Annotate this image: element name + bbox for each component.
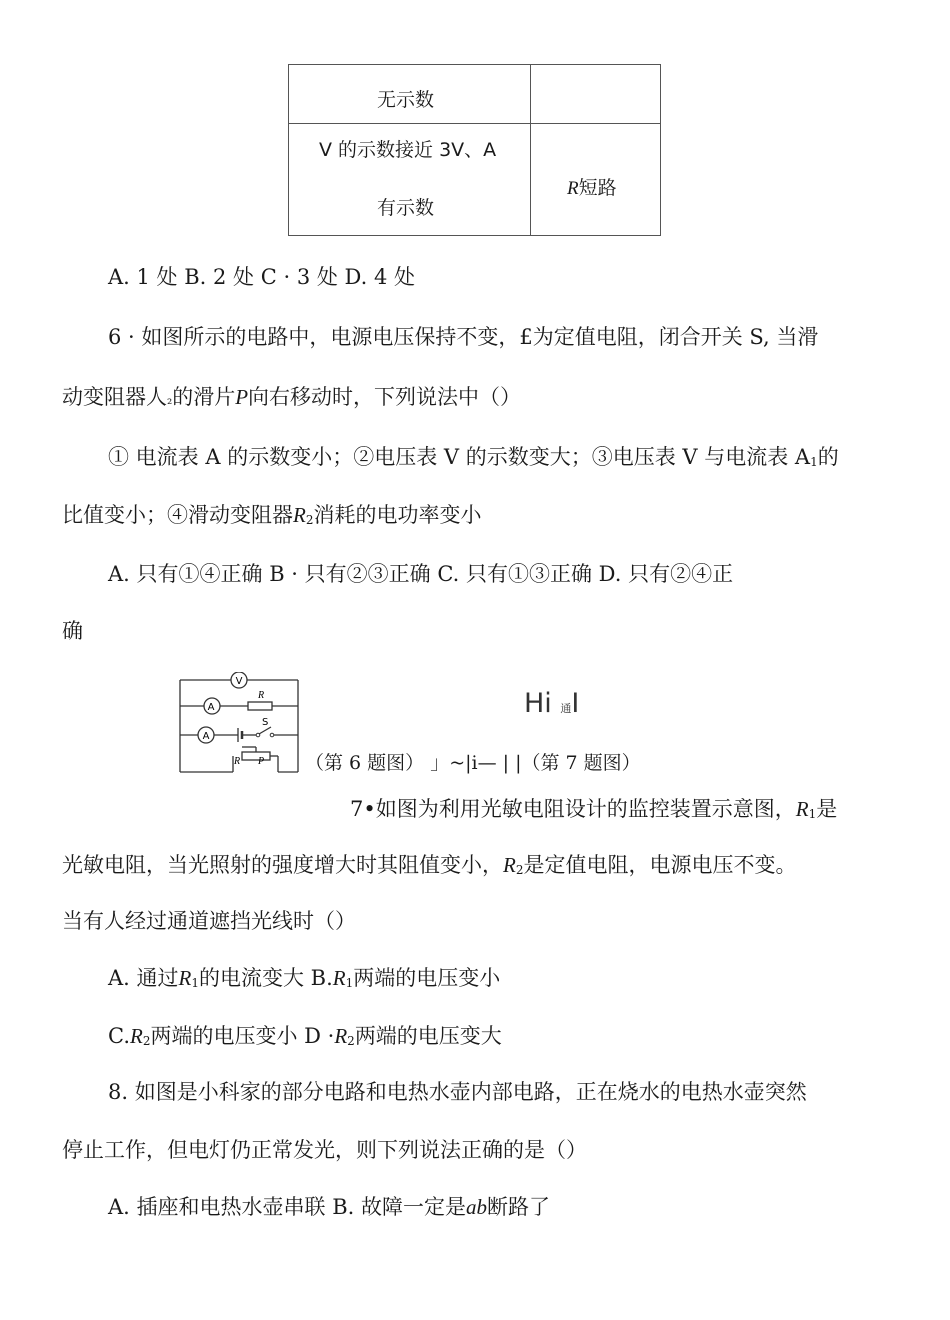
q6-options-line1: A. 只有①④正确 B · 只有②③正确 C. 只有①③正确 D. 只有②④正 — [108, 562, 734, 586]
q8-options: A. 插座和电热水壶串联 B. 故障一定是ab断路了 — [108, 1195, 550, 1219]
q7-figure-fragment: Hi 通I — [524, 688, 580, 719]
q5-options: A. 1 处 B. 2 处 C · 3 处 D. 4 处 — [108, 265, 416, 289]
q7-options-ab: A. 通过$R_1$的电流变大 $B.R_1$两端的电压变小 — [108, 966, 501, 990]
switch-contact-right — [270, 733, 274, 737]
q7-line1: 7•如图为利用光敏电阻设计的监控装置示意图，$R_1$是 — [350, 797, 838, 821]
q6-line1: 6 · 如图所示的电路中，电源电压保持不变，£为定值电阻，闭合开关 S, 当滑 — [108, 325, 819, 349]
resistor-r1-label: R — [258, 690, 265, 701]
ammeter-a1-label: A — [207, 702, 215, 713]
switch-label: S — [262, 717, 269, 728]
q8-line2: 停止工作，但电灯仍正常发光，则下列说法正确的是（） — [62, 1138, 587, 1162]
circuit-diagram-q6 — [178, 672, 304, 776]
q7-line3: 当有人经过通道遮挡光线时（） — [62, 909, 356, 933]
fault-table — [288, 64, 661, 236]
ammeter-a-label: A — [202, 731, 210, 742]
resistor-r1 — [248, 702, 272, 710]
q6-statements-line1: ① 电流表 A 的示数变小；②电压表 V 的示数变大；③电压表 V 与电流表 $A_1$的 — [108, 445, 839, 469]
q7-options-cd: $C.R_2$两端的电压变小 $D \cdot R_2$两端的电压变大 — [108, 1024, 502, 1048]
table-divider-horizontal — [289, 123, 660, 124]
slider-p-label: P — [258, 756, 265, 767]
table-cell-has-reading: 有示数 — [377, 197, 435, 219]
q6-statements-line2: 比值变小；④滑动变阻器$R_2$消耗的电功率变小 — [62, 503, 482, 527]
table-cell-short-circuit: R短路 — [567, 177, 617, 199]
figure-caption: （第 6 题图） 」~|i— | |（第 7 题图） — [305, 752, 641, 774]
table-cell-no-reading: 无示数 — [377, 89, 435, 111]
rheostat-r2-label: R — [234, 756, 241, 767]
q8-line1: 8. 如图是小科家的部分电路和电热水壶内部电路，正在烧水的电热水壶突然 — [108, 1080, 807, 1104]
rheostat-r2 — [242, 752, 270, 760]
voltmeter-label: V — [235, 676, 243, 687]
q6-options-line2: 确 — [62, 619, 83, 643]
switch-lever — [259, 727, 271, 734]
table-cell-v-reading: V 的示数接近 3V、A — [319, 139, 497, 161]
q7-line2: 光敏电阻，当光照射的强度增大时其阻值变小，$R_2$是定值电阻，电源电压不变。 — [62, 853, 797, 877]
table-divider-vertical — [530, 65, 531, 235]
q6-line2: 动变阻器人₂的滑片P向右移动时，下列说法中（） — [62, 385, 522, 409]
